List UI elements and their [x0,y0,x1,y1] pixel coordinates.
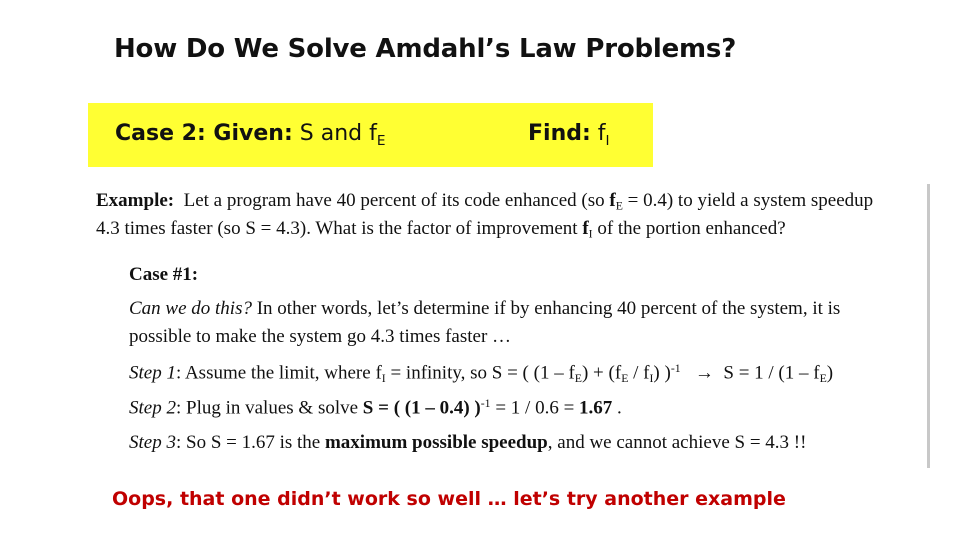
step-2 [129,397,622,419]
step-bold: maximum possible speedup [324,432,548,453]
case-given [115,121,385,149]
step-text: ) + (f [581,362,622,384]
step-result: 1.67 [579,397,613,419]
subscript: I [381,372,386,385]
superscript: -1 [670,362,681,375]
arrow-icon: → [694,362,714,384]
example-fsub: I [588,227,593,241]
step-label: Step 2 [129,397,176,419]
step-text: ) ) [653,362,671,384]
step-text: : Plug in values & solve [175,397,363,419]
slide-title: How Do We Solve Amdahl’s Law Problems? [114,34,737,64]
case-highlight-box [88,103,653,167]
example-panel [90,182,932,470]
example-line-2 [96,218,786,242]
find-subscript: I [605,132,610,149]
subscript: I [649,372,654,385]
step-text: : So S = 1.67 is the [175,432,325,453]
example-label: Example: [96,190,175,211]
step-eq: S = ( ( [362,397,412,419]
step-label: Step 1 [129,362,176,384]
example-text: Let a program have 40 percent of its code enhanced (so [183,190,610,211]
given-subscript: E [376,132,386,149]
question-text: In other words, let’s determine if by enhancing 40 percent of the system, it is [251,298,841,319]
step-text: = 1 / 0.6 = [490,397,580,419]
case1-heading: Case #1: [129,264,199,285]
find-label: Find: [528,121,591,146]
case-find [528,121,610,149]
case-label: Case 2: Given: [115,121,293,146]
subscript: E [574,372,582,385]
step-3 [129,432,806,454]
subscript: E [819,372,827,385]
superscript: -1 [480,397,491,410]
step-text: , and we cannot achieve S = 4.3 !! [547,432,807,453]
footer-note: Oops, that one didn’t work so well … let’s try another example [112,488,786,510]
find-text: f [597,121,606,146]
example-text: of the portion enhanced? [592,218,786,239]
example-f: f [582,218,589,239]
example-text: 4.3 times faster (so S = 4.3). What is the factor of improvement [96,218,583,239]
step-text: . [612,397,622,419]
step-text: : Assume the limit, where f [175,362,382,384]
example-fsub: E [615,199,623,213]
example-f: f [609,190,616,211]
given-text: S and f [299,121,377,146]
step-text: / f [628,362,650,384]
step-1 [129,362,833,386]
example-text: = 0.4) to yield a system speedup [622,190,874,211]
case1-question-line-2: possible to make the system go 4.3 times faster … [129,326,512,347]
case1-question-line-1 [129,298,840,320]
step-label: Step 3 [129,432,176,453]
step-text: S = 1 / (1 – f [723,362,820,384]
step-text: ) [826,362,834,384]
step-eq: 1 – 0.4) ) [411,397,481,419]
subscript: E [621,372,629,385]
step-text: = infinity, so S = ( (1 – f [385,362,575,384]
question-italic: Can we do this? [129,298,252,319]
example-line-1 [96,190,873,214]
